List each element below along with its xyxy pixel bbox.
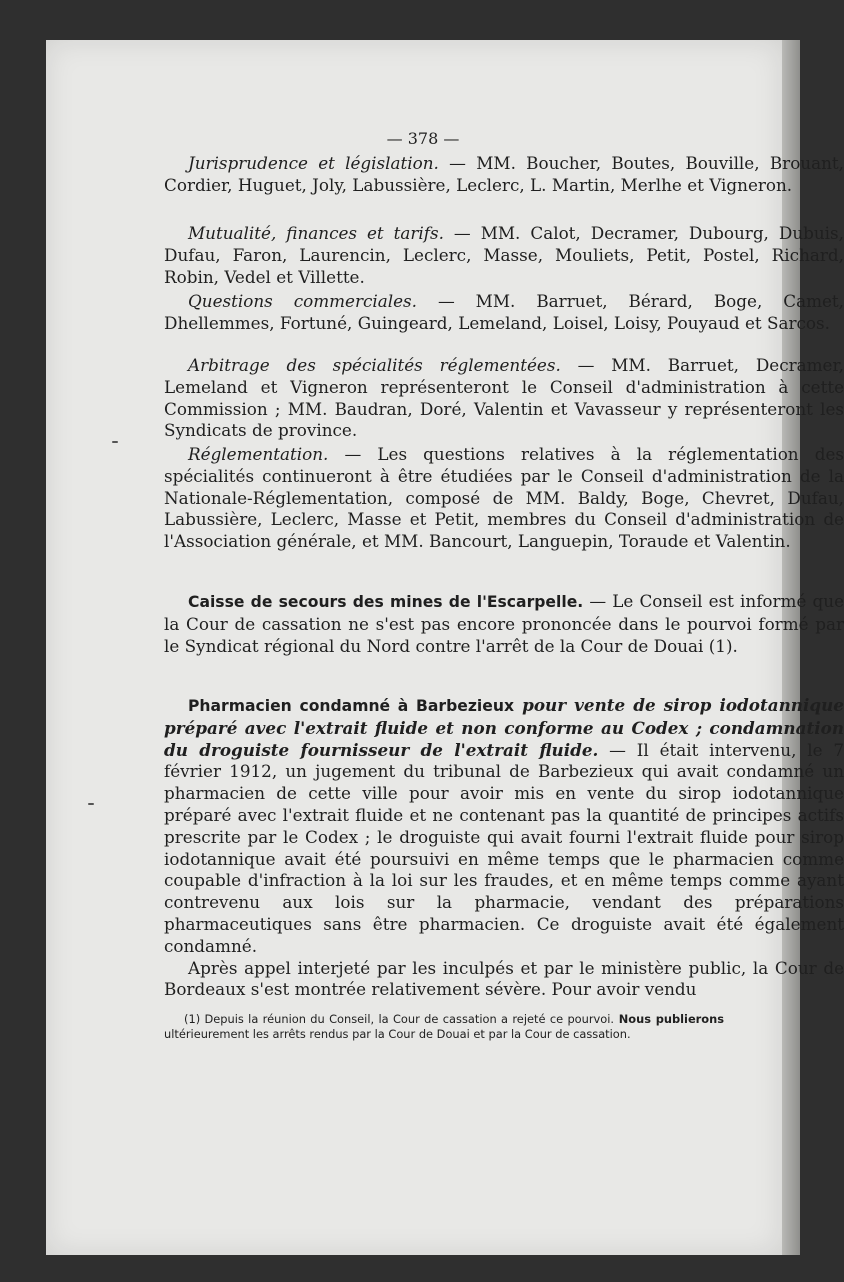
ink-speck	[112, 441, 118, 443]
section-heading: Pharmacien condamné à Barbezieux	[188, 697, 514, 715]
section-body: — Il était intervenu, le 7 février 1912, un jugement du tribunal de Barbezieux qui avait condamné un pharmacien de cette ville pour avoir mis en vente du sirop iodotannique préparé avec l'extrait fluide et ne contenant pas la quantité de principes actifs prescrite par le Codex ; le droguiste qui avait fourni l'extrait fluide pour sirop iodotannique avait été poursuivi en même temps que le pharmacien comme coupable d'infraction à la loi sur les fraudes, et en même temps comme ayant contrevenu aux lois sur la pharmacie, vendant des préparations pharmaceutiques sans être pharmacien. Ce droguiste avait été également condamné.	[164, 739, 844, 956]
paragraph-reglementation	[164, 444, 844, 553]
section-body: — MM. Barruet, Bérard, Boge, Camet, Dhellemmes, Fortuné, Guingeard, Lemeland, Loisel, Loisy, Pouyaud et Sarcos.	[164, 291, 844, 333]
section-subtitle: pour vente de sirop iodotannique préparé avec l'extrait fluide et non conforme au Codex ; condamnation du droguiste fournisseur de l'extrait fluide.	[164, 695, 844, 760]
paragraph-questions-commerciales	[164, 291, 844, 335]
footnote	[164, 1012, 724, 1042]
section-lead: Jurisprudence et législation.	[188, 153, 439, 173]
section-heading: Caisse de secours des mines de l'Escarpelle.	[188, 593, 584, 611]
section-lead: Arbitrage des spécialités réglementées.	[188, 355, 561, 375]
page-number: — 378 —	[386, 129, 460, 148]
ink-speck	[88, 803, 94, 805]
section-lead: Réglementation.	[188, 444, 329, 464]
section-lead: Questions commerciales.	[188, 291, 417, 311]
section-body-continued: Après appel interjeté par les inculpés et par le ministère public, la Cour de Bordeaux s'est montrée relativement sévère. Pour avoir vendu	[164, 957, 844, 1000]
footnote-text: (1) Depuis la réunion du Conseil, la Cour de cassation a rejeté ce pourvoi.	[184, 1012, 615, 1026]
paragraph-mutualite	[164, 223, 844, 288]
section-lead: Mutualité, finances et tarifs.	[188, 223, 444, 243]
paragraph-arbitrage	[164, 355, 844, 442]
section-body: — MM. Barruet, Decramer, Lemeland et Vigneron représenteront le Conseil d'administration à cette Commission ; MM. Baudran, Doré, Valentin et Vavasseur y représenteront les Syndicats de province.	[164, 355, 844, 441]
section-body: — MM. Boucher, Boutes, Bouville, Brouant, Cordier, Huguet, Joly, Labussière, Leclerc, L. Martin, Merlhe et Vigneron.	[164, 153, 844, 195]
paragraph-jurisprudence	[164, 153, 844, 197]
paragraph-pharmacien	[164, 695, 844, 1001]
section-body: — MM. Calot, Decramer, Dubourg, Dubuis, Dufau, Faron, Laurencin, Leclerc, Masse, Mouliets, Petit, Postel, Richard, Robin, Vedel et Villette.	[164, 223, 844, 287]
section-body: — Le Conseil est informé que la Cour de cassation ne s'est pas encore prononcée dans le pourvoi formé par le Syndicat régional du Nord contre l'arrêt de la Cour de Douai (1).	[164, 591, 844, 656]
paragraph-caisse	[164, 591, 844, 657]
section-body: — Les questions relatives à la réglementation des spécialités continueront à être étudiées par le Conseil d'administration de la Nationale-Réglementation, composé de MM. Baldy, Boge, Chevret, Dufau, Labussière, Leclerc, Masse et Petit, membres du Conseil d'administration de l'Association générale, et MM. Bancourt, Languepin, Toraude et Valentin.	[164, 444, 844, 552]
footnote-bold: Nous publierons	[614, 1012, 725, 1026]
footnote-text-continued: ultérieurement les arrêts rendus par la Cour de Douai et par la Cour de cassation.	[164, 1027, 631, 1041]
